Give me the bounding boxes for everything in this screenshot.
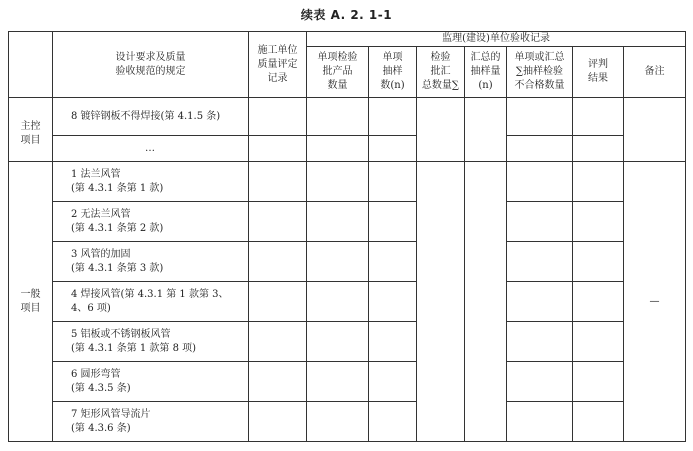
cell xyxy=(249,402,307,442)
cell xyxy=(307,98,369,136)
header-col-batch-total: 检验 批汇 总数量∑ xyxy=(417,47,465,98)
cell xyxy=(307,242,369,282)
cell xyxy=(573,242,624,282)
cell xyxy=(507,322,573,362)
cell xyxy=(573,322,624,362)
main-item-row: 8 镀锌钢板不得焊接(第 4.1.5 条) xyxy=(53,98,249,136)
cell xyxy=(249,162,307,202)
cell xyxy=(417,98,465,162)
remark-dash: — xyxy=(649,295,660,307)
cell xyxy=(307,282,369,322)
remark-cell xyxy=(624,162,686,442)
cell xyxy=(307,202,369,242)
header-col-batch-qty: 单项检验 批产品 数量 xyxy=(307,47,369,98)
header-col-judgement: 评判 结果 xyxy=(573,47,624,98)
general-item-row: 6 圆形弯管 (第 4.3.5 条) xyxy=(53,362,249,402)
general-item-row: 1 法兰风管 (第 4.3.1 条第 1 款) xyxy=(53,162,249,202)
cell xyxy=(507,402,573,442)
cell xyxy=(249,322,307,362)
cell xyxy=(573,136,624,162)
table-title: 续表 A. 2. 1-1 xyxy=(300,8,393,22)
cell xyxy=(307,162,369,202)
cell xyxy=(307,402,369,442)
cell xyxy=(249,136,307,162)
cell xyxy=(624,98,686,162)
cell xyxy=(507,202,573,242)
cell xyxy=(573,402,624,442)
header-col-nonconforming: 单项或汇总 ∑抽样检验 不合格数量 xyxy=(507,47,573,98)
cell xyxy=(573,362,624,402)
cell xyxy=(307,322,369,362)
cell xyxy=(369,98,417,136)
cell xyxy=(507,242,573,282)
acceptance-table xyxy=(8,31,686,442)
cell xyxy=(507,282,573,322)
main-item-ellipsis: … xyxy=(53,136,249,162)
category-main-control: 主控 项目 xyxy=(9,98,53,162)
general-item-row: 5 铝板或不锈钢板风管 (第 4.3.1 条第 1 款第 8 项) xyxy=(53,322,249,362)
cell xyxy=(417,162,465,442)
header-col-total-sample: 汇总的 抽样量 (n) xyxy=(465,47,507,98)
cell xyxy=(249,98,307,136)
header-col-sample-n: 单项 抽样 数(n) xyxy=(369,47,417,98)
category-general: 一般 项目 xyxy=(9,162,53,442)
cell xyxy=(573,202,624,242)
cell xyxy=(249,202,307,242)
cell xyxy=(249,242,307,282)
header-construction-evaluation: 施工单位 质量评定 记录 xyxy=(249,32,307,98)
cell xyxy=(465,162,507,442)
cell xyxy=(249,282,307,322)
cell xyxy=(369,282,417,322)
header-blank xyxy=(9,32,53,98)
general-item-row: 3 风管的加固 (第 4.3.1 条第 3 款) xyxy=(53,242,249,282)
cell xyxy=(573,98,624,136)
cell xyxy=(369,402,417,442)
cell xyxy=(507,98,573,136)
cell xyxy=(307,362,369,402)
header-design-requirements: 设计要求及质量 验收规范的规定 xyxy=(53,32,249,98)
cell xyxy=(507,362,573,402)
cell xyxy=(369,322,417,362)
cell xyxy=(369,242,417,282)
header-supervision-group: 监理(建设)单位验收记录 xyxy=(307,32,686,47)
header-col-remarks: 备注 xyxy=(624,47,686,98)
cell xyxy=(307,136,369,162)
cell xyxy=(249,362,307,402)
cell xyxy=(369,162,417,202)
general-item-row: 4 焊接风管(第 4.3.1 第 1 款第 3、4、6 项) xyxy=(53,282,249,322)
cell xyxy=(369,136,417,162)
cell xyxy=(573,282,624,322)
cell xyxy=(369,202,417,242)
general-item-row: 7 矩形风管导流片 (第 4.3.6 条) xyxy=(53,402,249,442)
cell xyxy=(507,136,573,162)
cell xyxy=(573,162,624,202)
general-item-row: 2 无法兰风管 (第 4.3.1 条第 2 款) xyxy=(53,202,249,242)
cell xyxy=(465,98,507,162)
cell xyxy=(369,362,417,402)
cell xyxy=(507,162,573,202)
